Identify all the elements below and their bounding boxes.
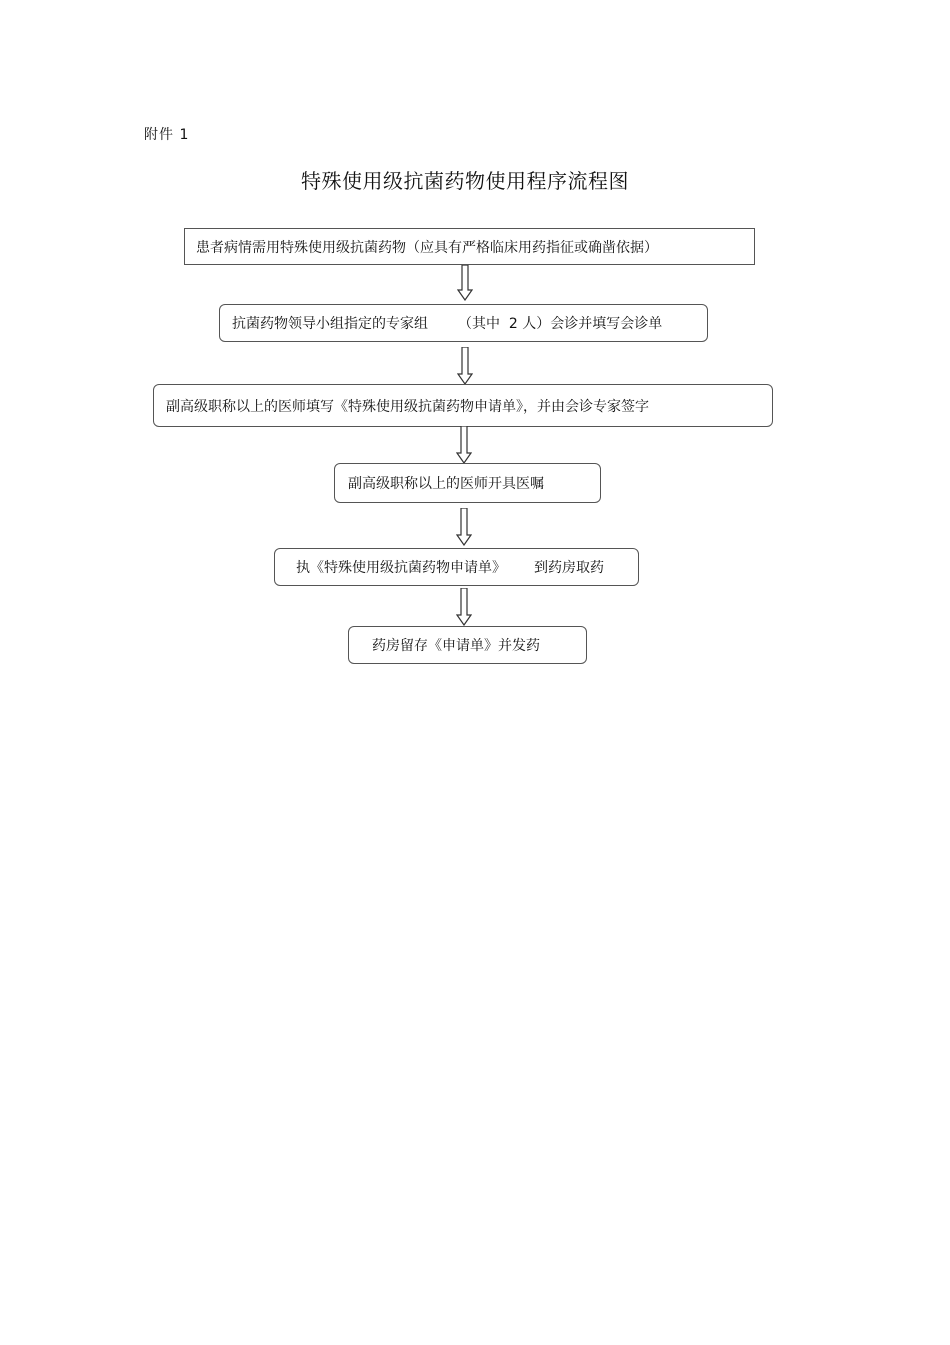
flow-step-6: [348, 626, 587, 664]
flow-step-5-text-b: 到药房取药: [534, 560, 604, 576]
down-arrow-icon: [456, 426, 472, 464]
down-arrow-icon: [456, 588, 472, 626]
down-arrow-icon: [457, 265, 473, 301]
flow-step-6-text: 药房留存《申请单》并发药: [372, 638, 540, 654]
flow-step-2-text-b: （其中 2 人）会诊并填写会诊单: [458, 316, 663, 332]
flow-step-5: [274, 548, 639, 586]
flow-step-5-text-a: 执《特殊使用级抗菌药物申请单》: [296, 560, 506, 576]
flow-step-4: [334, 463, 601, 503]
flow-step-2: [219, 304, 708, 342]
flow-step-1-text: 患者病情需用特殊使用级抗菌药物（应具有严格临床用药指征或确凿依据）: [196, 239, 658, 256]
flow-step-1: [184, 228, 755, 265]
flow-step-4-text: 副高级职称以上的医师开具医嘱: [348, 476, 544, 492]
flow-step-3: [153, 384, 773, 427]
flow-step-3-text: 副高级职称以上的医师填写《特殊使用级抗菌药物申请单》，并由会诊专家签字: [166, 398, 649, 415]
down-arrow-icon: [457, 347, 473, 385]
attachment-label: 附件 1: [144, 127, 190, 143]
page-title: 特殊使用级抗菌药物使用程序流程图: [301, 169, 629, 193]
flow-step-2-text-a: 抗菌药物领导小组指定的专家组: [232, 316, 428, 332]
down-arrow-icon: [456, 508, 472, 546]
